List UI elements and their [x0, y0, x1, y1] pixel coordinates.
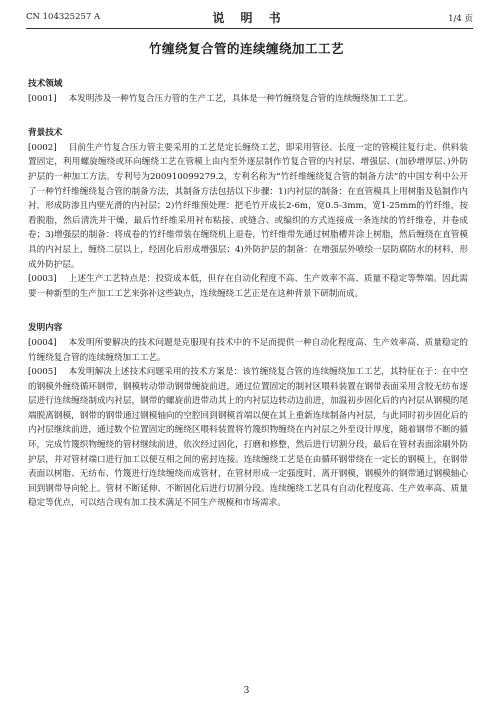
paragraph [28, 272, 468, 301]
paragraph-number: [0005] [28, 367, 57, 378]
paragraph-text: 本发明涉及一种竹复合压力管的生产工艺，具体是一种竹缠绕复合管的连续缠绕加工工艺。 [68, 93, 413, 104]
section-heading: 技术领域 [28, 79, 63, 89]
paragraph-text: 本发明解决上述技术问题采用的技术方案是：该竹缠绕复合管的连续缠绕加工工艺，其特征在于：在中空的钢模外缠绕循环钢带，钢模转动带动钢带缠旋前进，通过位置固定的制衬区喂料装置在钢带表面采用含胶无纺布逐层进行连续缠绕制成内衬层，钢带的螺旋前进带动其上的内衬层边转动边前进，加温初步固化后的内衬层从钢模的尾端脱离钢模，钢带的钢带通过钢模轴向的空腔回到钢模首端以便在其上重新连续制备内衬层，与此同时初步固化后的内衬层继续前进，通过数个位置固定的缠绕区喂料装置将竹篾织物缠绕在内衬层之外至设计厚度，随着钢带不断的循环，完成竹篾织物缠绕的管材继续前进，依次经过固化，打磨和修整，然后进行切割分段，最后在管材表面涂刷外防护层，并对管材端口进行加工以便互相之间的密封连接。连续缠绕工艺是在由循环钢带绕在一定长的钢模上，在钢带表面以树脂、无纺布、竹篾进行连续缠绕而成管材，在管材形成一定强度时，离开钢模，钢模外的钢带通过钢模轴心回到钢带导向轮上。管材不断延伸、不断固化后进行切割分段。连续缠绕工艺具有自动化程度高、生产效率高、质量稳定等优点，可以结合现有加工技术满足不同生产规模和市场需求。 [28, 367, 468, 509]
page-header [26, 12, 473, 26]
paragraph-number: [0003] [28, 274, 57, 285]
document-title: 竹缠绕复合管的连续缠绕加工工艺 [148, 41, 344, 56]
paragraph [28, 365, 468, 511]
paragraph [28, 336, 468, 365]
paragraph-text: 目前生产竹复合压力管主要采用的工艺是定长缠绕工艺，即采用管径、长度一定的管模往复行走、供料装置固定，利用螺旋缠绕或环向缠绕工艺在管模上由内至外逐层制作竹复合管的内衬层、增强层、(加砂增厚层、)外防护层的一种加工方法。专利号为200910099279.2，专利名称为“竹纤维缠绕复合管的制备方法”的中国专利中公开了一种竹纤维缠绕复合管的制备方法，其制备方法包括以下步骤：1)内衬层的制备：在直管模具上用树脂及毡制作内衬，形成防渗且内壁光滑的内衬层；2)竹纤维预处理：把毛竹开成长2-6m，宽0.5-3mm，宽1-25mm的竹纤维，按看脱脂，然后清洗并干燥，最后竹纤维采用衬布粘接、或缝合、或编织的方式连接成一条连续的竹纤维卷，并卷成卷；3)增强层的制备：将成卷的竹纤维带装在缠绕机上退卷，竹纤维带先通过树脂槽并涂上树脂，然后缠绕在直管模具的内衬层上，缠绕二层以上，经固化后形成增强层；4)外防护层的制备：在增强层外喷绘一层防腐防水的材料，形成外防护层。 [28, 142, 468, 270]
paragraph-text: 上述生产工艺特点是：投资成本低，但存在自动化程度不高、生产效率不高、质量不稳定等弊端。因此需要一种新型的生产加工工艺来弥补这些缺点，连续缠绕工艺正是在这种背景下研制而成。 [28, 274, 468, 299]
header-divider [26, 28, 473, 29]
paragraph-number: [0001] [28, 93, 57, 104]
section-heading: 背景技术 [28, 128, 63, 139]
document-type: 说 明 书 [212, 11, 287, 25]
page-number: 3 [243, 686, 250, 696]
document-body [28, 77, 468, 511]
paragraph [28, 141, 468, 272]
patent-number: CN 104325257 A [26, 12, 101, 22]
section-heading: 发明内容 [28, 323, 63, 334]
paragraph-number: [0004] [28, 337, 57, 348]
paragraph-number: [0002] [28, 142, 57, 153]
page-indicator: 1/4 页 [448, 14, 473, 24]
paragraph [28, 92, 468, 107]
paragraph-text: 本发明所要解决的技术问题是克服现有技术中的不足而提供一种自动化程度高、生产效率高、质量稳定的竹缠绕复合管的连续缠绕加工工艺。 [28, 337, 468, 363]
